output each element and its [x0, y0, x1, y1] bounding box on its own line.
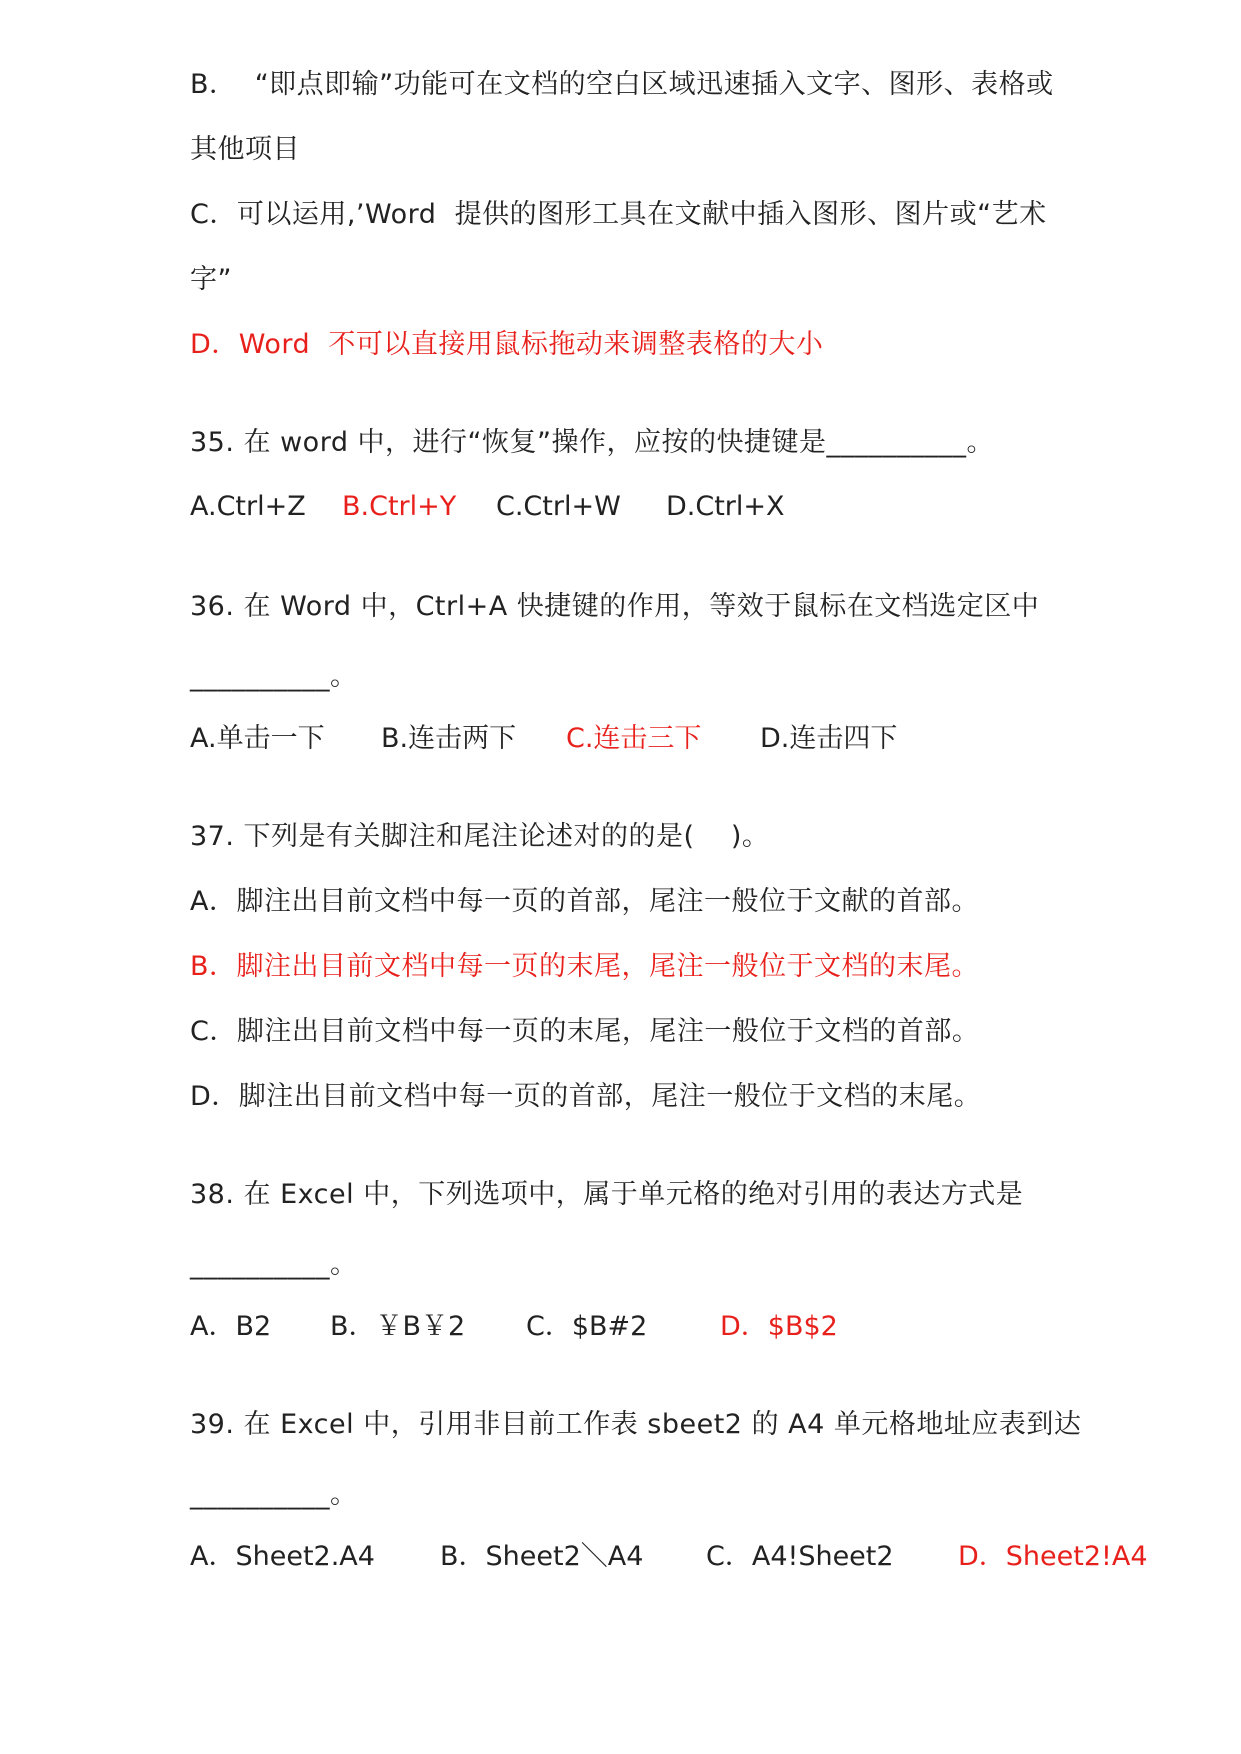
q34-option-c-line2: 字”	[190, 264, 232, 295]
q38-option-a: A．B2	[190, 1311, 272, 1342]
q36-option-a: A.单击一下	[190, 723, 325, 754]
q34-option-d-answer: D．Word 不可以直接用鼠标拖动来调整表格的大小	[190, 329, 824, 360]
q38-option-c: C．$B#2	[526, 1311, 648, 1342]
q35-question: 35. 在 word 中，进行“恢复”操作，应按的快捷键是__________。	[190, 427, 995, 458]
q38-option-d-answer: D．$B$2	[720, 1311, 838, 1342]
q36-option-c-answer: C.连击三下	[566, 723, 702, 754]
q37-question: 37. 下列是有关脚注和尾注论述对的的是( )。	[190, 821, 770, 852]
q34-option-b-line2: 其他项目	[190, 134, 300, 165]
q39-option-a: A．Sheet2.A4	[190, 1541, 375, 1572]
q39-question: 39. 在 Excel 中，引用非目前工作表 sbeet2 的 A4 单元格地址应表到达	[190, 1409, 1082, 1440]
q38-blank: __________。	[190, 1249, 358, 1280]
q39-option-c: C．A4!Sheet2	[706, 1541, 894, 1572]
q36-option-b: B.连击两下	[381, 723, 517, 754]
q35-option-b-answer: B.Ctrl+Y	[342, 491, 457, 522]
q34-option-b-line1: B． “即点即输”功能可在文档的空白区域迅速插入文字、图形、表格或	[190, 69, 1054, 100]
q36-question: 36. 在 Word 中，Ctrl+A 快捷键的作用，等效于鼠标在文档选定区中	[190, 591, 1040, 622]
q38-option-b: B．￥B￥2	[330, 1311, 466, 1342]
q37-option-c: C．脚注出目前文档中每一页的末尾，尾注一般位于文档的首部。	[190, 1016, 980, 1047]
q37-option-d: D．脚注出目前文档中每一页的首部，尾注一般位于文档的末尾。	[190, 1081, 982, 1112]
q39-blank: __________。	[190, 1479, 358, 1510]
q37-option-b-answer: B．脚注出目前文档中每一页的末尾，尾注一般位于文档的末尾。	[190, 951, 980, 982]
q38-question: 38. 在 Excel 中，下列选项中，属于单元格的绝对引用的表达方式是	[190, 1179, 1024, 1210]
q35-option-a: A.Ctrl+Z	[190, 491, 306, 522]
q36-option-d: D.连击四下	[760, 723, 898, 754]
q39-option-d-answer: D．Sheet2!A4	[958, 1541, 1148, 1572]
q34-option-c-line1: C．可以运用,’Word 提供的图形工具在文献中插入图形、图片或“艺术	[190, 199, 1047, 230]
q39-option-b: B．Sheet2＼A4	[440, 1541, 644, 1572]
q37-option-a: A．脚注出目前文档中每一页的首部，尾注一般位于文献的首部。	[190, 886, 979, 917]
q35-option-d: D.Ctrl+X	[666, 491, 785, 522]
q35-option-c: C.Ctrl+W	[496, 491, 621, 522]
q36-blank: __________。	[190, 661, 358, 692]
